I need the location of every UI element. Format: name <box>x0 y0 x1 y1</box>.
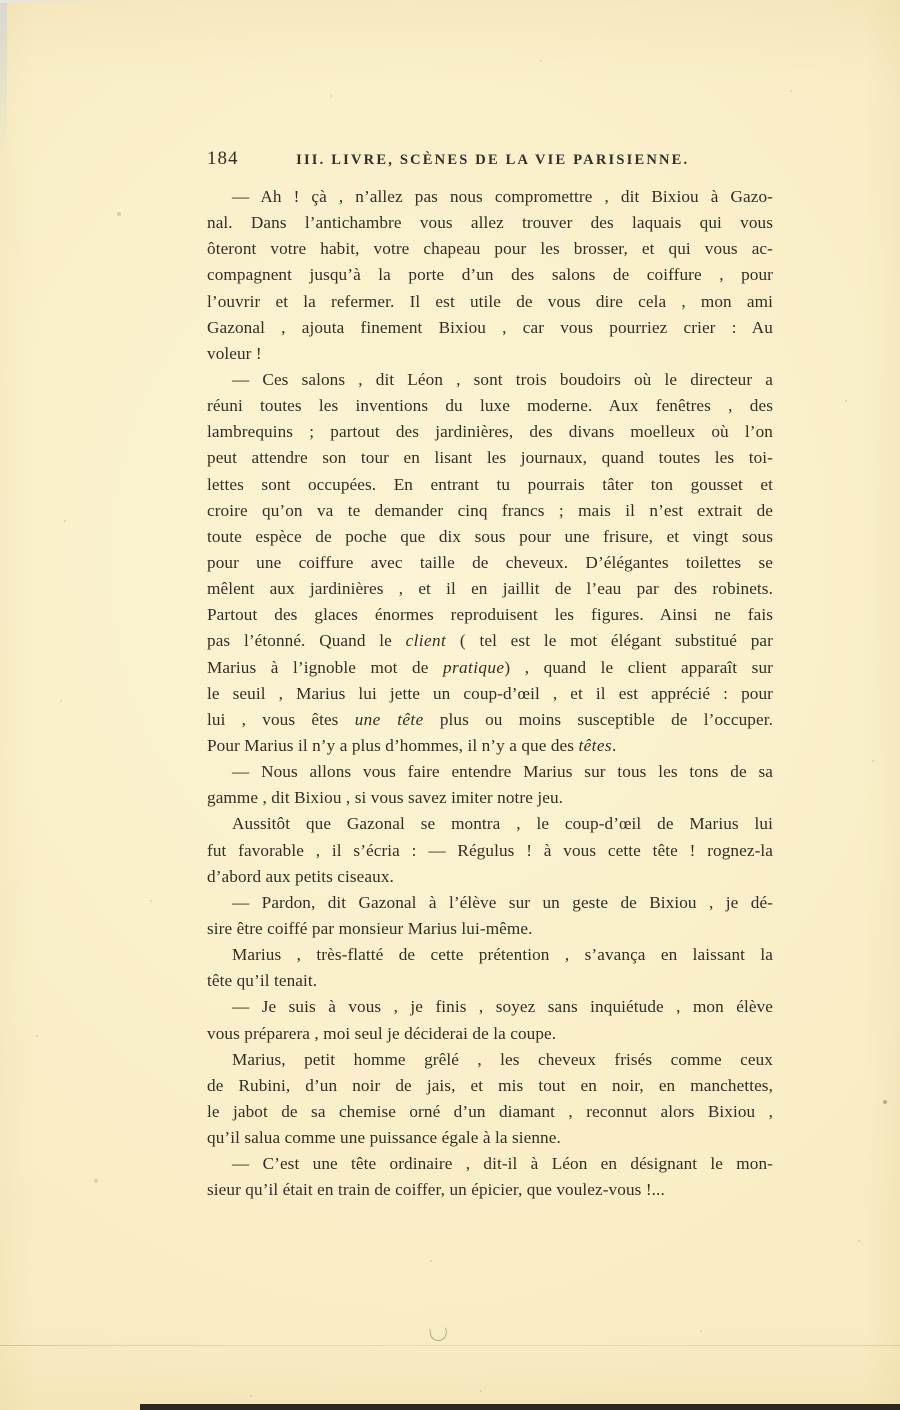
text-line: lettes sont occupées. En entrant tu pourrais tâter ton gousset et <box>207 474 773 494</box>
text-line: réuni toutes les inventions du luxe moderne. Aux fenêtres , des <box>207 396 773 416</box>
text-line: — Ah ! çà , n’allez pas nous compromettre , dit Bixiou à Gazo- <box>232 187 773 206</box>
text-line: sieur qu’il était en train de coiffer, un épicier, que voulez-vous !... <box>207 1180 665 1200</box>
text-segment: plus ou moins susceptible de l’occuper. <box>423 709 773 729</box>
text-line: — C’est une tête ordinaire , dit-il à Léon en désignant le mon- <box>232 1154 773 1174</box>
scan-edge-bottom <box>140 1404 900 1410</box>
text-line: tête qu’il tenait. <box>207 971 318 991</box>
text-line: le jabot de sa chemise orné d’un diamant , reconnut alors Bixiou , <box>207 1101 773 1121</box>
text-line: — Ces salons , dit Léon , sont trois boudoirs où le directeur a <box>232 369 773 389</box>
text-line <box>207 733 773 759</box>
text-line: Marius, petit homme grêlé , les cheveux frisés comme ceux <box>232 1049 773 1069</box>
text-line: lambrequins ; partout des jardinières, des divans moelleux où l’on <box>207 422 773 442</box>
text-line: d’abord aux petits ciseaux. <box>207 866 394 886</box>
text-segment: Marius à l’ignoble mot de <box>207 657 443 677</box>
text-line: le seuil , Marius lui jette un coup-d’œil , et il est apprécié : pour <box>207 683 773 703</box>
text-line: Gazonal , ajouta finement Bixiou , car vous pourriez crier : Au <box>207 317 773 337</box>
text-line: nal. Dans l’antichambre vous allez trouver des laquais qui vous <box>207 213 773 233</box>
text-line: l’ouvrir et la refermer. Il est utile de vous dire cela , mon ami <box>207 291 773 311</box>
text-line: gamme , dit Bixiou , si vous savez imiter notre jeu. <box>207 788 564 808</box>
text-line: — Nous allons vous faire entendre Marius sur tous les tons de sa <box>232 762 773 782</box>
crease-line <box>0 1345 900 1346</box>
italic-segment: têtes <box>578 735 612 755</box>
scan-edge-left <box>0 0 7 160</box>
text-line: — Pardon, dit Gazonal à l’élève sur un geste de Bixiou , je dé- <box>232 892 773 912</box>
pencil-mark <box>429 1327 447 1342</box>
text-line: mêlent aux jardinières , et il en jaillit de l’eau par des robinets. <box>207 579 773 599</box>
text-line: Partout des glaces énormes reproduisent les figures. Ainsi ne fais <box>207 605 773 625</box>
text-line: de Rubini, d’un noir de jais, et mis tout en noir, en manchettes, <box>207 1075 773 1095</box>
text-line: Aussitôt que Gazonal se montra , le coup-d’œil de Marius lui <box>232 814 773 834</box>
text-line: ôteront votre habit, votre chapeau pour les brosser, et qui vous ac- <box>207 239 773 259</box>
text-line: croire qu’on va te demander cinq francs ; mais il n’est extrait de <box>207 500 773 520</box>
text-segment: ( tel est le mot élégant substitué par <box>446 631 773 651</box>
text-segment: Pour Marius il n’y a plus d’hommes, il n’y a que des <box>207 735 579 755</box>
text-line: toute espèce de poche que dix sous pour une frisure, et vingt sous <box>207 526 773 546</box>
page-text <box>207 184 773 1203</box>
text-line: sire être coiffé par monsieur Marius lui-même. <box>207 918 533 938</box>
text-line <box>207 628 773 654</box>
text-line: — Je suis à vous , je finis , soyez sans inquiétude , mon élève <box>232 997 773 1017</box>
text-segment: pas l’étonné. Quand le <box>207 631 406 651</box>
text-line <box>207 655 773 681</box>
text-segment: ) , quand le client apparaît sur <box>504 657 773 677</box>
italic-segment: une tête <box>354 709 424 729</box>
text-line: peut attendre son tour en lisant les journaux, quand toutes les toi- <box>207 448 773 468</box>
page-number: 184 <box>207 148 239 169</box>
page-header <box>207 148 773 170</box>
text-line: voleur ! <box>207 343 262 363</box>
text-line <box>207 707 773 733</box>
italic-segment: client <box>405 631 447 651</box>
text-line: Marius , très-flatté de cette prétention , s’avança en laissant la <box>232 945 773 965</box>
text-line: qu’il salua comme une puissance égale à la sienne. <box>207 1128 561 1148</box>
italic-segment: pratique <box>442 657 505 677</box>
text-line: vous préparera , moi seul je déciderai de la coupe. <box>207 1023 557 1043</box>
text-segment: . <box>611 735 617 755</box>
text-line: compagnent jusqu’à la porte d’un des salons de coiffure , pour <box>207 265 773 285</box>
text-line: fut favorable , il s’écria : — Régulus ! à vous cette tête ! rognez-la <box>207 840 773 860</box>
text-line: pour une coiffure avec taille de cheveux. D’élégantes toilettes se <box>207 552 773 572</box>
paper-speckles <box>0 0 2 2</box>
scan-edge-top <box>0 0 120 3</box>
running-title: III. LIVRE, SCÈNES DE LA VIE PARISIENNE. <box>296 152 690 168</box>
text-segment: lui , vous êtes <box>207 709 355 729</box>
